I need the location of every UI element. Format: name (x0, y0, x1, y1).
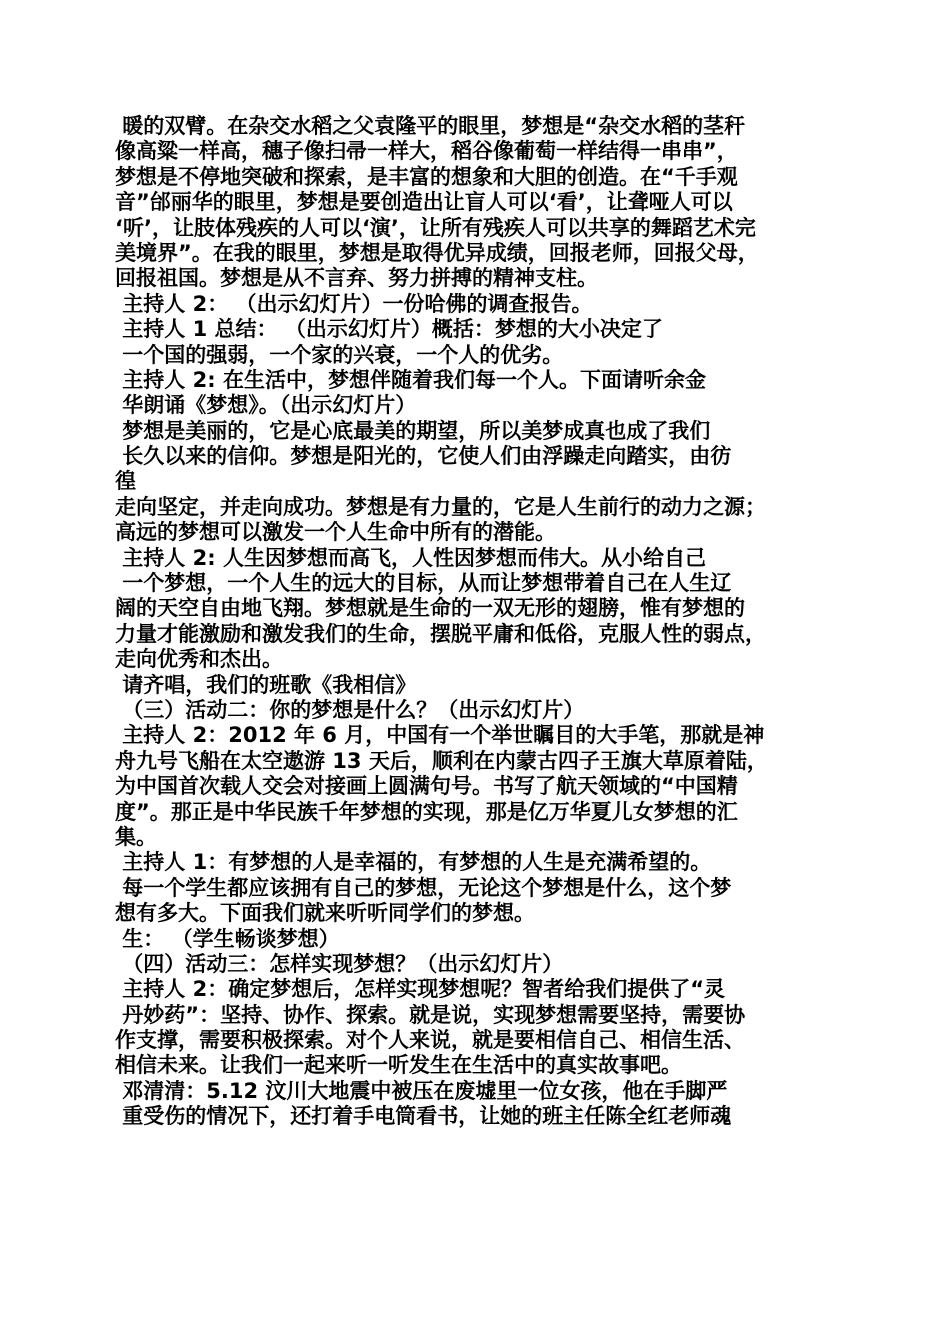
text-line: 主持人 1：有梦想的人是幸福的，有梦想的人生是充满希望的。 (115, 850, 712, 875)
text-line: 舟九号飞船在太空遨游 13 天后，顺利在内蒙古四子王旗大草原着陆， (115, 748, 768, 773)
text-line: （四）活动三：怎样实现梦想？（出示幻灯片） (115, 951, 564, 976)
text-line: 徨 (115, 469, 136, 494)
text-line: 重受伤的情况下，还打着手电筒看书，让她的班主任陈全红老师魂 (115, 1104, 732, 1129)
text-line: ‘听’，让肢体残疾的人可以‘演’，让所有残疾人可以共享的舞蹈艺术完 (115, 215, 756, 240)
text-line: 一个梦想，一个人生的远大的目标，从而让梦想带着自己在人生辽 (115, 571, 732, 596)
text-line: 力量才能激励和激发我们的生命，摆脱平庸和低俗，克服人性的弱点， (115, 621, 766, 646)
text-line: （三）活动二：你的梦想是什么？（出示幻灯片） (115, 697, 585, 722)
text-line: 主持人 2: 在生活中，梦想伴随着我们每一个人。下面请听余金 (115, 367, 706, 392)
text-line: 请齐唱，我们的班歌《我相信》 (115, 672, 417, 697)
text-line: 为中国首次载人交会对接画上圆满句号。书写了航天领域的“中国精 (115, 774, 738, 799)
text-line: 丹妙药”：坚持、协作、探索。就是说，实现梦想需要坚持，需要协 (115, 1002, 746, 1027)
text-line: 梦想是美丽的，它是心底最美的期望，所以美梦成真也成了我们 (115, 418, 711, 443)
text-line: 高远的梦想可以激发一个人生命中所有的潜能。 (115, 520, 556, 545)
text-line: 音”邰丽华的眼里，梦想是要创造出让盲人可以‘看’，让聋哑人可以 (115, 190, 733, 215)
text-line: 主持人 2: 人生因梦想而高飞，人性因梦想而伟大。从小给自己 (115, 545, 706, 570)
text-line: 主持人 2： （出示幻灯片）一份哈佛的调查报告。 (115, 291, 593, 316)
text-line: 一个国的强弱，一个家的兴衰，一个人的优劣。 (115, 342, 564, 367)
text-line: 主持人 2：2012 年 6 月，中国有一个举世瞩目的大手笔，那就是神 (115, 723, 765, 748)
text-line: 走向坚定，并走向成功。梦想是有力量的，它是人生前行的动力之源； (115, 494, 766, 519)
text-line: 回报祖国。梦想是从不言弃、努力拼搏的精神支柱。 (115, 266, 598, 291)
text-line: 想有多大。下面我们就来听听同学们的梦想。 (115, 901, 535, 926)
text-line: 华朗诵《梦想》。（出示幻灯片） (115, 393, 417, 418)
text-line: 主持人 2：确定梦想后，怎样实现梦想呢？智者给我们提供了“灵 (115, 977, 726, 1002)
text-line: 邓清清：5.12 汶川大地震中被压在废墟里一位女孩，他在手脚严 (115, 1078, 728, 1103)
text-line: 作支撑，需要积极探索。对个人来说，就是要相信自己、相信生活、 (115, 1028, 745, 1053)
text-line: 每一个学生都应该拥有自己的梦想，无论这个梦想是什么，这个梦 (115, 875, 732, 900)
text-line: 梦想是不停地突破和探索，是丰富的想象和大胆的创造。在“千手观 (115, 164, 738, 189)
text-line: 暖的双臂。在杂交水稻之父袁隆平的眼里，梦想是“杂交水稻的茎秆 (115, 114, 746, 138)
document-body (115, 114, 850, 1130)
text-line: 主持人 1 总结： （出示幻灯片）概括：梦想的大小决定了 (115, 317, 663, 342)
text-line: 阔的天空自由地飞翔。梦想就是生命的一双无形的翅膀，惟有梦想的 (115, 596, 745, 621)
text-line: 集。 (115, 824, 157, 849)
text-line: 度”。那正是中华民族千年梦想的实现，那是亿万华夏儿女梦想的汇 (115, 799, 738, 824)
text-line: 相信未来。让我们一起来听一听发生在生活中的真实故事吧。 (115, 1053, 682, 1078)
text-line: 生： （学生畅谈梦想） (115, 926, 340, 951)
text-line: 走向优秀和杰出。 (115, 647, 283, 672)
text-line: 长久以来的信仰。梦想是阳光的，它使人们由浮躁走向踏实，由彷 (115, 444, 732, 469)
text-line: 像高粱一样高，穗子像扫帚一样大，稻谷像葡萄一样结得一串串”， (115, 139, 738, 164)
text-line: 美境界”。在我的眼里，梦想是取得优异成绩，回报老师，回报父母， (115, 240, 759, 265)
